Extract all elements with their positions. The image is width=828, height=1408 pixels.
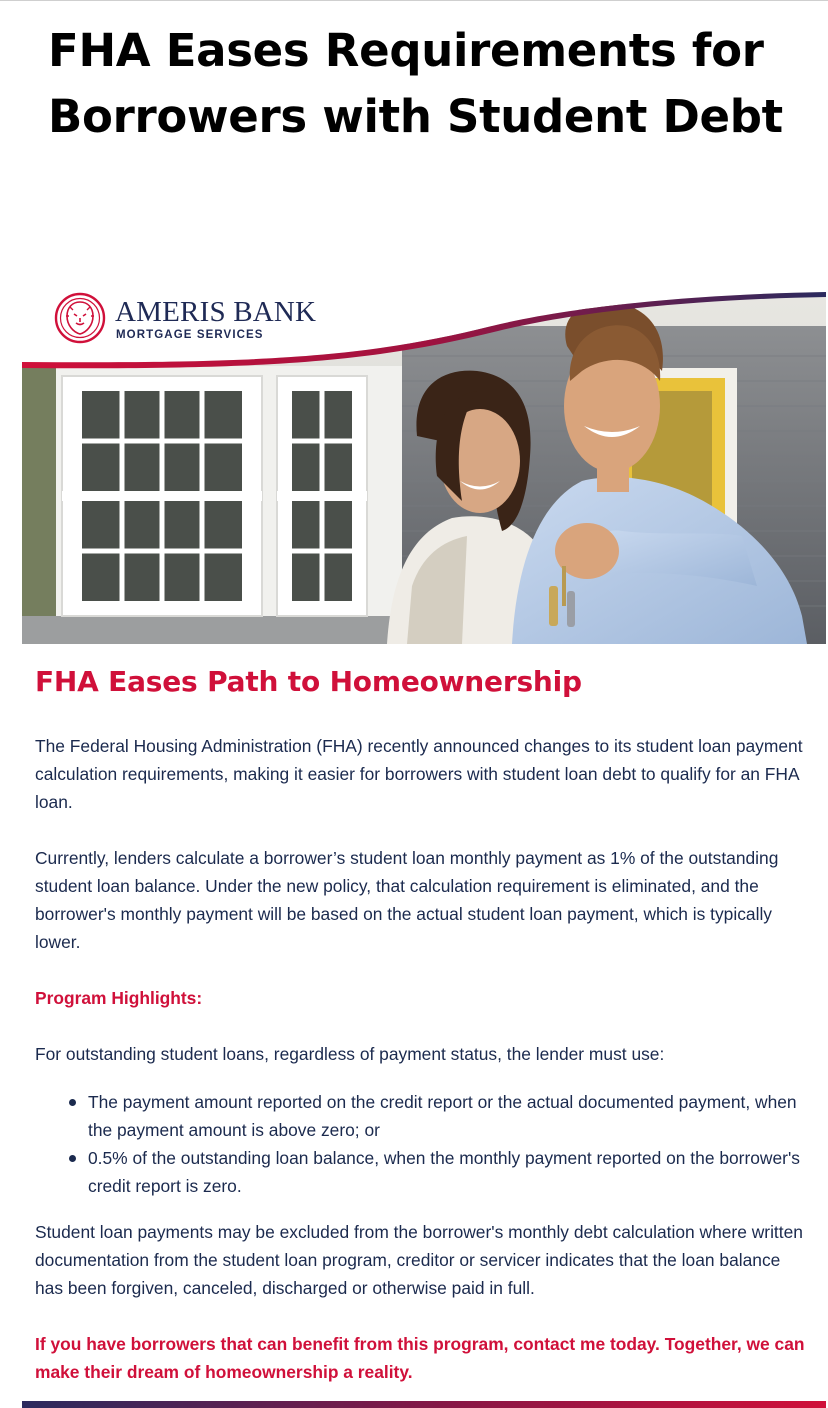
section-title: FHA Eases Path to Homeownership [35,665,582,698]
exclusion-paragraph: Student loan payments may be excluded from the borrower's monthly debt calculation where written documentation from the student loan program, creditor or servicer indicates that the loan balance has been forgiven, canceled, discharged or otherwise paid in full. [35,1222,803,1298]
footer-accent-bar [22,1401,826,1408]
logo-subtitle: MORTGAGE SERVICES [116,329,264,341]
article-body [35,660,810,1386]
top-divider [0,0,828,1]
lion-crest-icon [54,292,106,344]
hero-banner [22,286,826,644]
page-title: FHA Eases Requirements for Borrowers with Student Debt [48,24,783,143]
policy-paragraph: Currently, lenders calculate a borrower’s student loan monthly payment as 1% of the outstanding student loan balance. Under the new policy, that calculation requirement is eliminated, and the borrower's monthly payment will be based on the actual student loan payment, which is typically lower. [35,848,779,952]
list-item: The payment amount reported on the credit report or the actual documented payment, when the payment amount is above zero; or [88,1088,810,1144]
list-item: 0.5% of the outstanding loan balance, when the monthly payment reported on the borrower's credit report is zero. [88,1144,810,1200]
ameris-bank-logo [54,292,354,348]
logo-wordmark: AMERIS BANK [115,296,317,328]
call-to-action: If you have borrowers that can benefit from this program, contact me today. Together, we can make their dream of homeownership a reality. [35,1334,805,1382]
intro-paragraph: The Federal Housing Administration (FHA) recently announced changes to its student loan payment calculation requirements, making it easier for borrowers with student loan debt to qualify for an FHA loan. [35,736,803,812]
lender-requirement-paragraph: For outstanding student loans, regardless of payment status, the lender must use: [35,1044,665,1064]
program-highlights-label: Program Highlights: [35,988,203,1008]
requirement-list [35,1088,810,1200]
